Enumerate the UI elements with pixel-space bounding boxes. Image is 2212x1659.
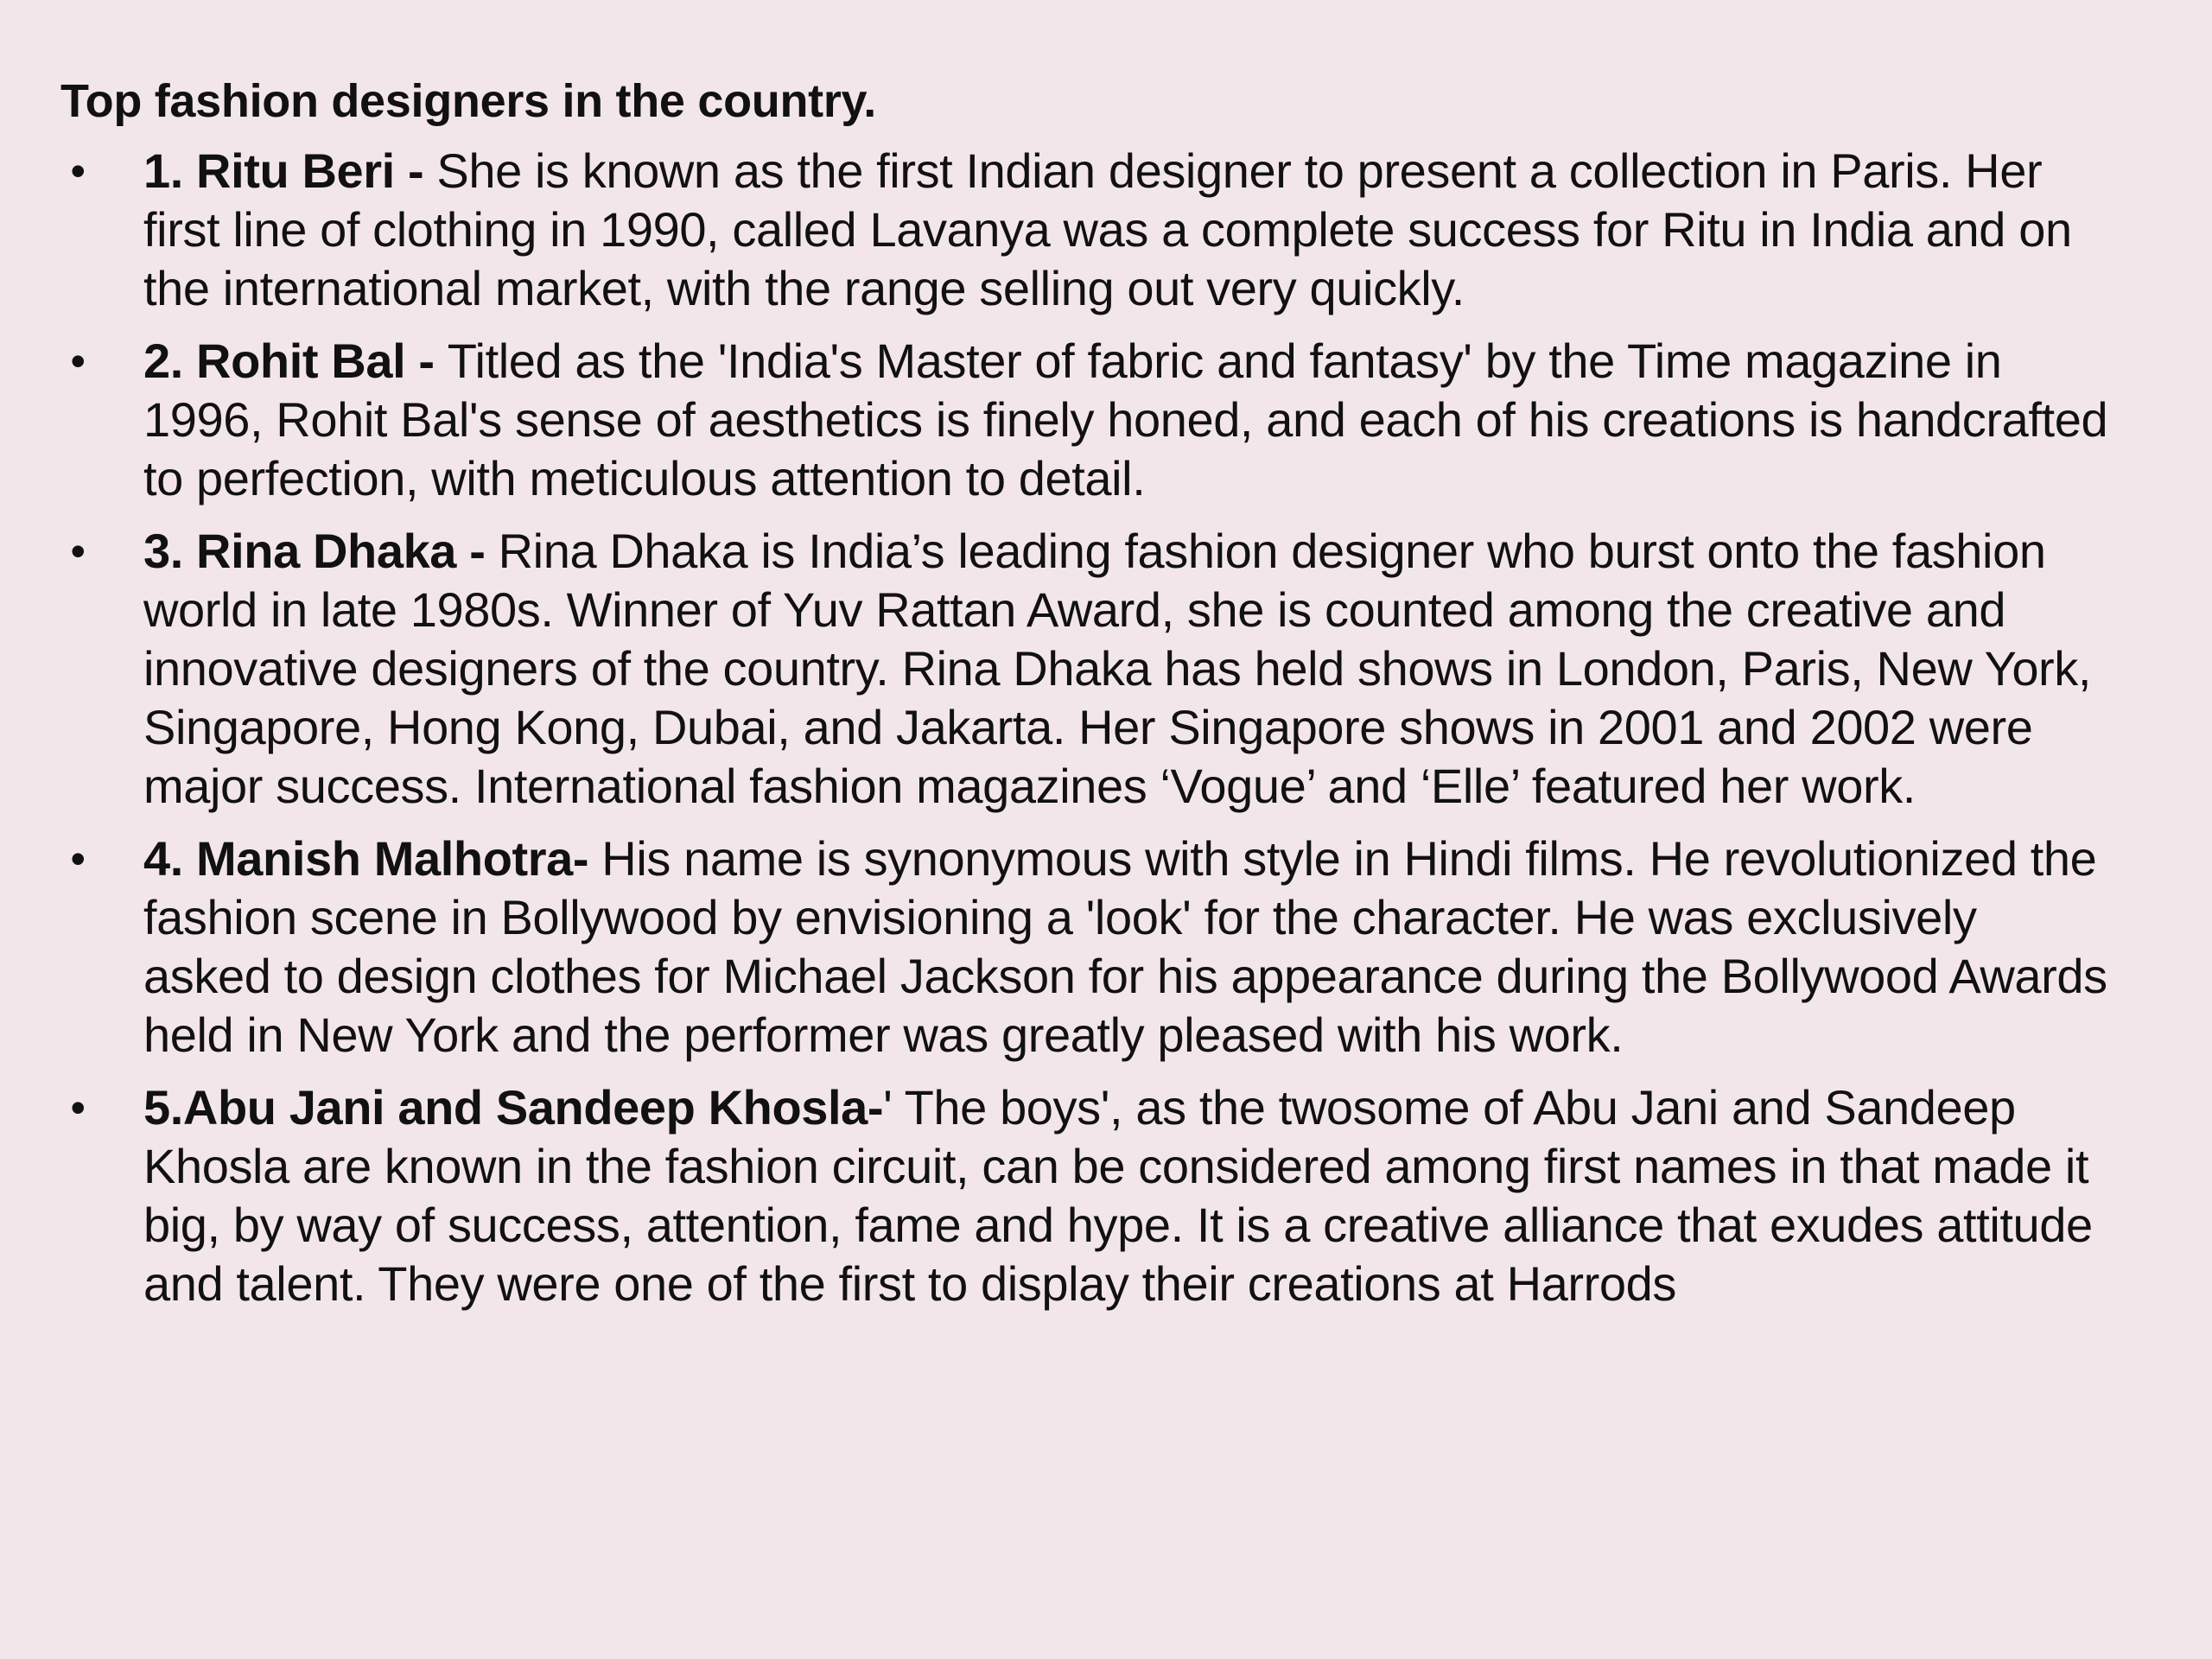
list-item xyxy=(60,332,2152,508)
designer-name: 3. Rina Dhaka - xyxy=(143,524,499,578)
designer-name: 4. Manish Malhotra- xyxy=(143,831,602,886)
list-item xyxy=(60,522,2152,816)
bullet-icon: • xyxy=(70,1084,86,1132)
list-item xyxy=(60,1078,2152,1313)
list-item xyxy=(60,142,2152,318)
bullet-icon: • xyxy=(70,527,86,575)
list-item xyxy=(60,830,2152,1065)
bullet-icon: • xyxy=(70,835,86,883)
designer-description: Rina Dhaka is India’s leading fashion designer who burst onto the fashion world in late 1980s. Winner of Yuv Rattan Award, she is counted among the creative and innovative designers of the country. Rina Dhaka has held shows in London, Paris, New York, Singapore, Hong Kong, Dubai, and Jakarta. Her Singapore shows in 2001 and 2002 were major success. International fashion magazines ‘Vogue’ and ‘Elle’ featured her work. xyxy=(143,524,2092,813)
designer-description: Titled as the 'India's Master of fabric and fantasy' by the Time magazine in 1996, Rohit Bal's sense of aesthetics is finely honed, and each of his creations is handcrafted to perfection, with meticulous attention to detail. xyxy=(143,334,2108,505)
slide-title: Top fashion designers in the country. xyxy=(60,75,876,127)
designer-name: 5.Abu Jani and Sandeep Khosla- xyxy=(143,1080,884,1135)
bullet-icon: • xyxy=(70,337,86,385)
designer-name: 1. Ritu Beri - xyxy=(143,143,437,198)
designer-name: 2. Rohit Bal - xyxy=(143,334,448,388)
designer-list xyxy=(60,142,2152,1313)
designer-description: ' The boys', as the twosome of Abu Jani and Sandeep Khosla are known in the fashion circuit, can be considered among first names in that made it big, by way of success, attention, fame and hype. It is a creative alliance that exudes attitude and talent. They were one of the first to display their creations at Harrods xyxy=(143,1080,2093,1311)
designer-description: His name is synonymous with style in Hindi films. He revolutionized the fashion scene in Bollywood by envisioning a 'look' for the character. He was exclusively asked to design clothes for Michael Jackson for his appearance during the Bollywood Awards held in New York and the performer was greatly pleased with his work. xyxy=(143,831,2107,1062)
designer-description: She is known as the first Indian designer to present a collection in Paris. Her first line of clothing in 1990, called Lavanya was a complete success for Ritu in India and on the international market, with the range selling out very quickly. xyxy=(143,143,2072,315)
bullet-icon: • xyxy=(70,147,86,195)
